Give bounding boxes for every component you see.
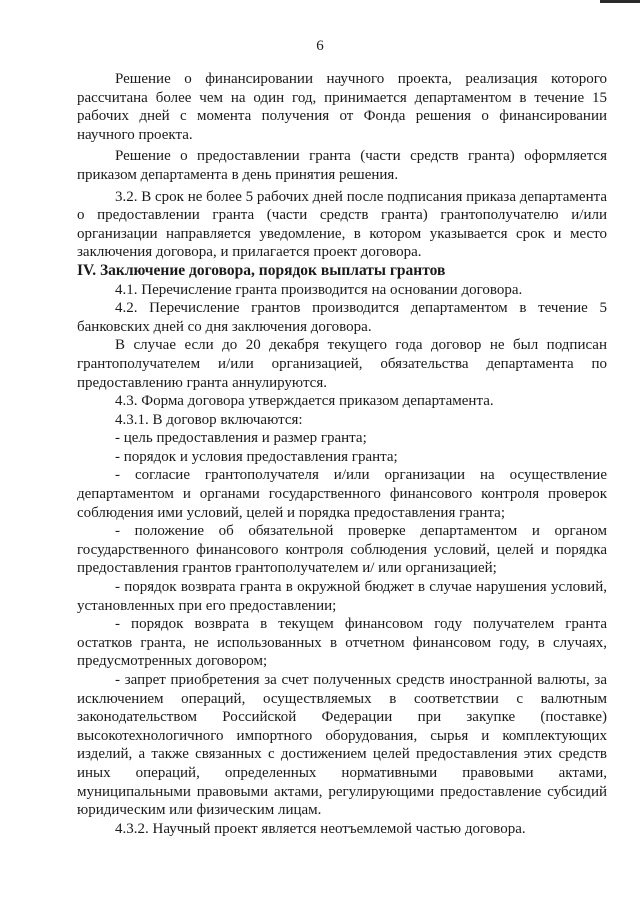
document-body [77,70,607,838]
list-item: - согласие грантополучателя и/или организации на осуществление департаментом и органами государственного финансового контроля проверок соблюдения ими условий, целей и порядка предоставления гранта; [77,467,607,521]
page-number: 6 [316,38,324,54]
list-item: - порядок и условия предоставления гранта; [115,448,398,465]
list-item: - положение об обязательной проверке департаментом и органом государственного финансового контроля соблюдения условий, целей и порядка предоставления грантов грантополучателем и/ или организацией; [77,523,607,577]
list-item: - цель предоставления и размер гранта; [115,430,367,447]
section-heading: IV. Заключение договора, порядок выплаты грантов [77,261,446,279]
scan-edge-mark [600,0,640,3]
list-item: - порядок возврата гранта в окружной бюджет в случае нарушения условий, установленных при его предоставлении; [77,579,607,614]
paragraph: 4.1. Перечисление гранта производится на основании договора. [115,281,523,298]
paragraph: 4.2. Перечисление грантов производится департаментом в течение 5 банковских дней со дня заключения договора. [77,300,607,335]
paragraph: 4.3. Форма договора утверждается приказом департамента. [115,393,494,410]
list-item: - порядок возврата в текущем финансовом году получателем гранта остатков гранта, не использованных в отчетном финансовом году, в случаях, предусмотренных договором; [77,616,607,670]
list-item: - запрет приобретения за счет полученных средств иностранной валюты, за исключением операций, осуществляемых в соответствии с валютным законодательством Российской Федерации при закупке (поставке) высокотехнологичного импортного оборудования, сырья и комплектующих изделий, а также связанных с достижением целей предоставления этих средств иных операций, определенных нормативными правовыми актами, муниципальными правовыми актами, регулирующими предоставление субсидий юридическим или физическим лицам. [77,672,607,819]
paragraph: 3.2. В срок не более 5 рабочих дней после подписания приказа департамента о предоставлении гранта (части средств гранта) грантополучателю и/или организации направляется уведомление, в котором указывается срок и место заключения договора, и прилагается проект договора. [77,188,607,261]
paragraph: 4.3.1. В договор включаются: [115,411,303,428]
paragraph: 4.3.2. Научный проект является неотъемлемой частью договора. [115,820,526,837]
paragraph: Решение о финансировании научного проекта, реализация которого рассчитана более чем на один год, принимается департаментом в течение 15 рабочих дней с момента получения от Фонда решения о финансировании научного проекта. [77,71,607,143]
paragraph: Решение о предоставлении гранта (части средств гранта) оформляется приказом департамента в день принятия решения. [77,148,607,183]
paragraph: В случае если до 20 декабря текущего года договор не был подписан грантополучателем и/или организацией, обязательства департамента по предоставлению гранта аннулируются. [77,337,607,391]
